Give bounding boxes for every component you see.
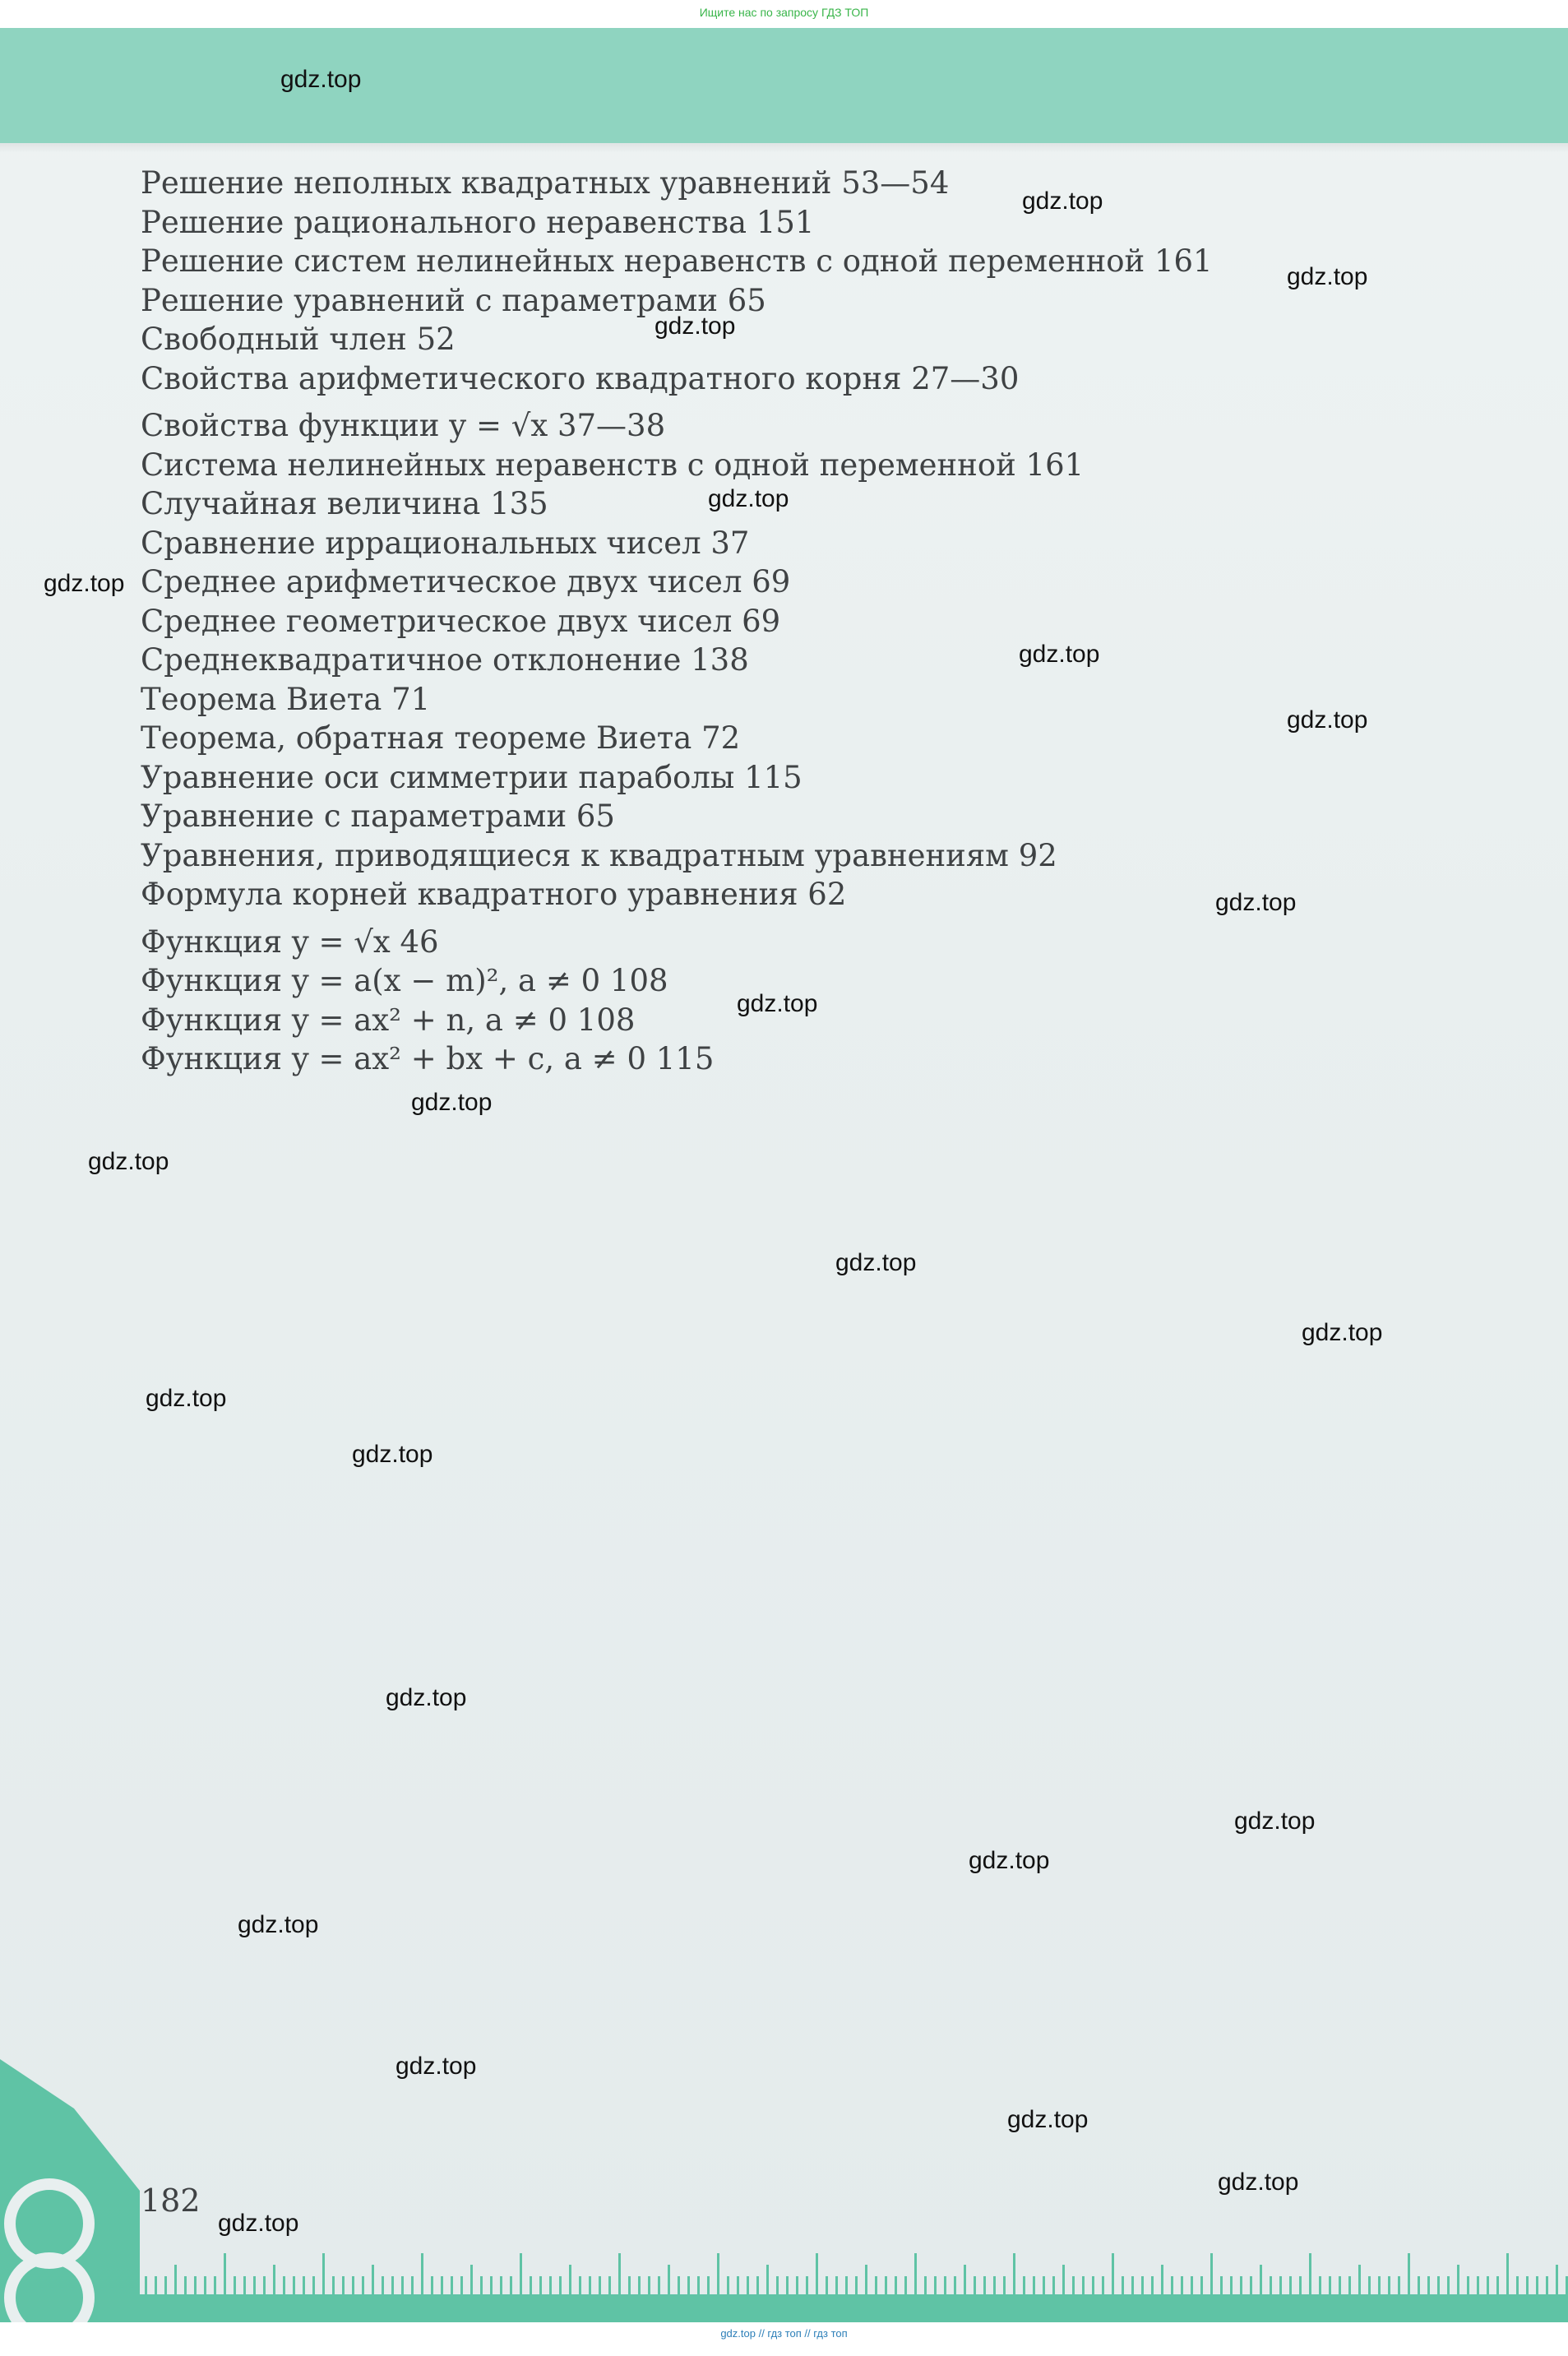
ruler-tick xyxy=(253,2276,256,2294)
watermark-link[interactable]: gdz.top xyxy=(352,1441,433,1468)
ruler-tick xyxy=(766,2265,769,2294)
ruler-tick xyxy=(1388,2276,1390,2294)
index-entry: Система нелинейных неравенств с одной переменной 161 xyxy=(141,447,1085,483)
page-number: 182 xyxy=(141,2182,201,2219)
ruler-tick xyxy=(618,2253,621,2294)
ruler-tick xyxy=(204,2276,206,2294)
ruler-tick xyxy=(312,2276,315,2294)
ruler-tick xyxy=(776,2276,779,2294)
ruler-tick xyxy=(1309,2253,1311,2294)
watermark-link[interactable]: gdz.top xyxy=(1007,2106,1089,2133)
ruler-tick xyxy=(243,2276,246,2294)
ruler-tick xyxy=(924,2276,927,2294)
watermark-link[interactable]: gdz.top xyxy=(88,1148,169,1175)
index-entry: Уравнение с параметрами 65 xyxy=(141,798,615,834)
ruler-tick xyxy=(944,2276,946,2294)
ruler-tick xyxy=(964,2265,966,2294)
ruler-tick xyxy=(1358,2265,1361,2294)
corner-decoration xyxy=(0,2059,140,2322)
ruler-tick xyxy=(648,2276,650,2294)
ruler-tick xyxy=(697,2276,700,2294)
ruler-tick xyxy=(1023,2276,1025,2294)
ruler-tick xyxy=(1556,2265,1558,2294)
ruler-tick xyxy=(135,2276,137,2294)
ruler-tick xyxy=(1378,2276,1381,2294)
index-entry: Теорема Виета 71 xyxy=(141,681,431,717)
ruler-tick xyxy=(756,2276,759,2294)
ruler-tick xyxy=(569,2265,571,2294)
index-entry: Свойства арифметического квадратного корня 27—30 xyxy=(141,360,1020,396)
ruler-tick xyxy=(164,2276,167,2294)
ruler-decoration xyxy=(123,2248,1568,2322)
ruler-tick xyxy=(1141,2276,1144,2294)
ruler-tick xyxy=(1151,2276,1154,2294)
ruler-tick xyxy=(796,2276,798,2294)
ruler-tick xyxy=(747,2276,749,2294)
watermark-link[interactable]: gdz.top xyxy=(1287,706,1368,734)
ruler-tick xyxy=(283,2276,285,2294)
ruler-tick xyxy=(1200,2276,1203,2294)
watermark-link[interactable]: gdz.top xyxy=(1234,1808,1316,1835)
ruler-tick xyxy=(1496,2276,1499,2294)
ruler-tick xyxy=(954,2276,956,2294)
ruler-tick xyxy=(727,2276,729,2294)
watermark-link[interactable]: gdz.top xyxy=(1218,2169,1299,2196)
ruler-tick xyxy=(1092,2276,1094,2294)
index-entry: Среднее геометрическое двух чисел 69 xyxy=(141,603,781,639)
ruler-tick xyxy=(510,2276,512,2294)
ruler-tick xyxy=(934,2276,937,2294)
ruler-tick xyxy=(1003,2276,1006,2294)
ruler-tick xyxy=(125,2253,127,2294)
ruler-tick xyxy=(786,2276,789,2294)
index-entry: Решение систем нелинейных неравенств с одной переменной 161 xyxy=(141,243,1213,279)
watermark-link[interactable]: gdz.top xyxy=(146,1385,227,1412)
watermark-link[interactable]: gdz.top xyxy=(395,2053,477,2080)
index-entry: Среднеквадратичное отклонение 138 xyxy=(141,642,749,678)
ruler-tick xyxy=(895,2276,897,2294)
index-entry: Решение рационального неравенства 151 xyxy=(141,204,815,240)
ruler-tick xyxy=(421,2253,423,2294)
ruler-tick xyxy=(1506,2253,1509,2294)
ruler-tick xyxy=(1043,2276,1045,2294)
ruler-tick xyxy=(974,2276,976,2294)
index-entry: Функция y = ax² + bx + c, a ≠ 0 115 xyxy=(141,1041,715,1076)
index-entry: Решение неполных квадратных уравнений 53—54 xyxy=(141,165,950,201)
ruler-tick xyxy=(1319,2276,1321,2294)
ruler-tick xyxy=(1299,2276,1302,2294)
watermark-link[interactable]: gdz.top xyxy=(737,990,818,1017)
ruler-tick xyxy=(1418,2276,1420,2294)
watermark-link[interactable]: gdz.top xyxy=(218,2210,299,2237)
ruler-tick xyxy=(441,2276,443,2294)
ruler-tick xyxy=(1171,2276,1173,2294)
ruler-tick xyxy=(224,2253,226,2294)
ruler-tick xyxy=(1329,2276,1331,2294)
ruler-tick xyxy=(1467,2276,1469,2294)
ruler-tick xyxy=(1191,2276,1193,2294)
ruler-tick xyxy=(1220,2276,1223,2294)
ruler-tick xyxy=(737,2276,739,2294)
ruler-tick xyxy=(1437,2276,1440,2294)
ruler-tick xyxy=(1082,2276,1085,2294)
ruler-tick xyxy=(1408,2253,1410,2294)
ruler-tick xyxy=(234,2276,236,2294)
ruler-tick xyxy=(155,2276,157,2294)
index-entry: Уравнение оси симметрии параболы 115 xyxy=(141,759,803,795)
watermark-link[interactable]: gdz.top xyxy=(708,485,789,512)
ruler-tick xyxy=(174,2265,177,2294)
ruler-tick xyxy=(806,2276,808,2294)
ruler-tick xyxy=(490,2276,493,2294)
ruler-tick xyxy=(145,2276,147,2294)
ruler-tick xyxy=(1122,2276,1124,2294)
ruler-tick xyxy=(599,2276,601,2294)
ruler-tick xyxy=(1013,2253,1015,2294)
ruler-tick xyxy=(1516,2276,1519,2294)
index-entry: Среднее арифметическое двух чисел 69 xyxy=(141,564,791,599)
ruler-tick xyxy=(480,2276,483,2294)
ruler-tick xyxy=(352,2276,354,2294)
ruler-tick xyxy=(638,2276,641,2294)
watermark-link[interactable]: gdz.top xyxy=(238,1911,319,1938)
ruler-tick xyxy=(1526,2276,1529,2294)
index-entry: Функция y = √x 46 xyxy=(141,923,439,960)
watermark-link[interactable]: gdz.top xyxy=(1302,1319,1383,1346)
ruler-tick xyxy=(835,2276,838,2294)
index-entry: Функция y = ax² + n, a ≠ 0 108 xyxy=(141,1002,636,1038)
ruler-tick xyxy=(845,2276,848,2294)
ruler-tick xyxy=(1477,2276,1479,2294)
index-entry: Уравнения, приводящиеся к квадратным уравнениям 92 xyxy=(141,837,1057,873)
ruler-tick xyxy=(470,2265,473,2294)
ruler-tick xyxy=(273,2265,275,2294)
ruler-tick xyxy=(628,2276,631,2294)
ruler-tick xyxy=(855,2276,858,2294)
ruler-tick xyxy=(1210,2253,1213,2294)
ruler-tick xyxy=(1033,2276,1035,2294)
ruler-tick xyxy=(608,2276,611,2294)
ruler-tick xyxy=(1398,2276,1400,2294)
ruler-tick xyxy=(293,2276,295,2294)
ruler-tick xyxy=(1250,2276,1252,2294)
ruler-tick xyxy=(579,2276,581,2294)
index-entry: Сравнение иррациональных чисел 37 xyxy=(141,525,750,561)
ruler-tick xyxy=(1368,2276,1371,2294)
subject-index-list xyxy=(141,164,1213,1079)
ruler-tick xyxy=(668,2265,670,2294)
ruler-tick xyxy=(826,2276,828,2294)
watermark-link[interactable]: gdz.top xyxy=(44,570,125,597)
ruler-tick xyxy=(411,2276,414,2294)
ruler-tick xyxy=(687,2276,690,2294)
ruler-tick xyxy=(382,2276,384,2294)
ruler-tick xyxy=(1546,2276,1548,2294)
ruler-tick xyxy=(1270,2276,1272,2294)
ruler-tick xyxy=(1457,2265,1459,2294)
header-band xyxy=(0,28,1568,143)
footer-links[interactable]: gdz.top // гдз топ // гдз топ xyxy=(720,2327,848,2340)
ruler-tick xyxy=(678,2276,680,2294)
ruler-tick xyxy=(1427,2276,1430,2294)
watermark-link[interactable]: gdz.top xyxy=(1287,263,1368,290)
ruler-tick xyxy=(401,2276,404,2294)
index-entry: Решение уравнений с параметрами 65 xyxy=(141,282,766,318)
ruler-tick xyxy=(1102,2276,1104,2294)
index-entry: Теорема, обратная теореме Виета 72 xyxy=(141,720,741,756)
ruler-tick xyxy=(303,2276,305,2294)
ruler-tick xyxy=(1348,2276,1351,2294)
ruler-tick xyxy=(1339,2276,1341,2294)
ruler-tick xyxy=(184,2276,187,2294)
ruler-tick xyxy=(1161,2265,1163,2294)
ruler-tick xyxy=(1181,2276,1183,2294)
ruler-tick xyxy=(589,2276,591,2294)
watermark-link[interactable]: gdz.top xyxy=(411,1089,493,1116)
index-entry: Свободный член 52 xyxy=(141,322,456,357)
watermark-link[interactable]: gdz.top xyxy=(386,1684,467,1711)
ruler-tick xyxy=(983,2276,986,2294)
ruler-tick xyxy=(885,2276,887,2294)
ruler-tick xyxy=(993,2276,996,2294)
ruler-tick xyxy=(1536,2276,1538,2294)
ruler-tick xyxy=(520,2253,522,2294)
top-banner[interactable]: Ищите нас по запросу ГДЗ ТОП xyxy=(699,6,869,19)
ruler-tick xyxy=(1260,2265,1262,2294)
ruler-tick xyxy=(1289,2276,1292,2294)
ruler-tick xyxy=(194,2276,197,2294)
ruler-tick xyxy=(1447,2276,1450,2294)
watermark-link[interactable]: gdz.top xyxy=(1022,187,1103,215)
ruler-tick xyxy=(865,2265,867,2294)
watermark-link[interactable]: gdz.top xyxy=(654,312,736,340)
ruler-tick xyxy=(263,2276,266,2294)
watermark-link[interactable]: gdz.top xyxy=(1215,889,1297,916)
ruler-tick xyxy=(549,2276,552,2294)
ruler-tick xyxy=(1052,2276,1055,2294)
ruler-tick xyxy=(1487,2276,1489,2294)
index-entry: Формула корней квадратного уравнения 62 xyxy=(141,877,847,912)
ruler-tick xyxy=(431,2276,433,2294)
watermark-link[interactable]: gdz.top xyxy=(280,66,362,93)
ruler-tick xyxy=(707,2276,710,2294)
ruler-tick xyxy=(914,2253,917,2294)
ruler-tick xyxy=(322,2253,325,2294)
watermark-link[interactable]: gdz.top xyxy=(835,1249,917,1276)
ruler-tick xyxy=(1279,2276,1282,2294)
index-entry: Функция y = a(x − m)², a ≠ 0 108 xyxy=(141,963,668,998)
ruler-tick xyxy=(1062,2265,1065,2294)
ruler-tick xyxy=(539,2276,542,2294)
header-shadow xyxy=(0,143,1568,153)
ruler-tick xyxy=(342,2276,345,2294)
ruler-tick xyxy=(875,2276,877,2294)
ruler-tick xyxy=(1240,2276,1242,2294)
ruler-tick xyxy=(559,2276,562,2294)
ruler-tick xyxy=(1131,2276,1134,2294)
index-entry: Случайная величина 135 xyxy=(141,486,548,521)
ruler-tick xyxy=(460,2276,463,2294)
ruler-tick xyxy=(372,2265,374,2294)
ruler-tick xyxy=(451,2276,453,2294)
ruler-tick xyxy=(1230,2276,1233,2294)
ruler-tick xyxy=(362,2276,364,2294)
ruler-tick xyxy=(904,2276,907,2294)
ruler-tick xyxy=(500,2276,502,2294)
ruler-tick xyxy=(530,2276,532,2294)
watermark-link[interactable]: gdz.top xyxy=(1019,641,1100,668)
watermark-link[interactable]: gdz.top xyxy=(969,1847,1050,1874)
ruler-tick xyxy=(658,2276,660,2294)
ruler-tick xyxy=(1072,2276,1075,2294)
ruler-tick xyxy=(214,2276,216,2294)
index-entry: Свойства функции y = √x 37—38 xyxy=(141,408,666,443)
ruler-tick xyxy=(391,2276,394,2294)
ruler-tick xyxy=(332,2276,335,2294)
ruler-tick xyxy=(717,2253,719,2294)
ruler-tick xyxy=(816,2253,818,2294)
book-page xyxy=(0,28,1568,2322)
ruler-tick xyxy=(1112,2253,1114,2294)
